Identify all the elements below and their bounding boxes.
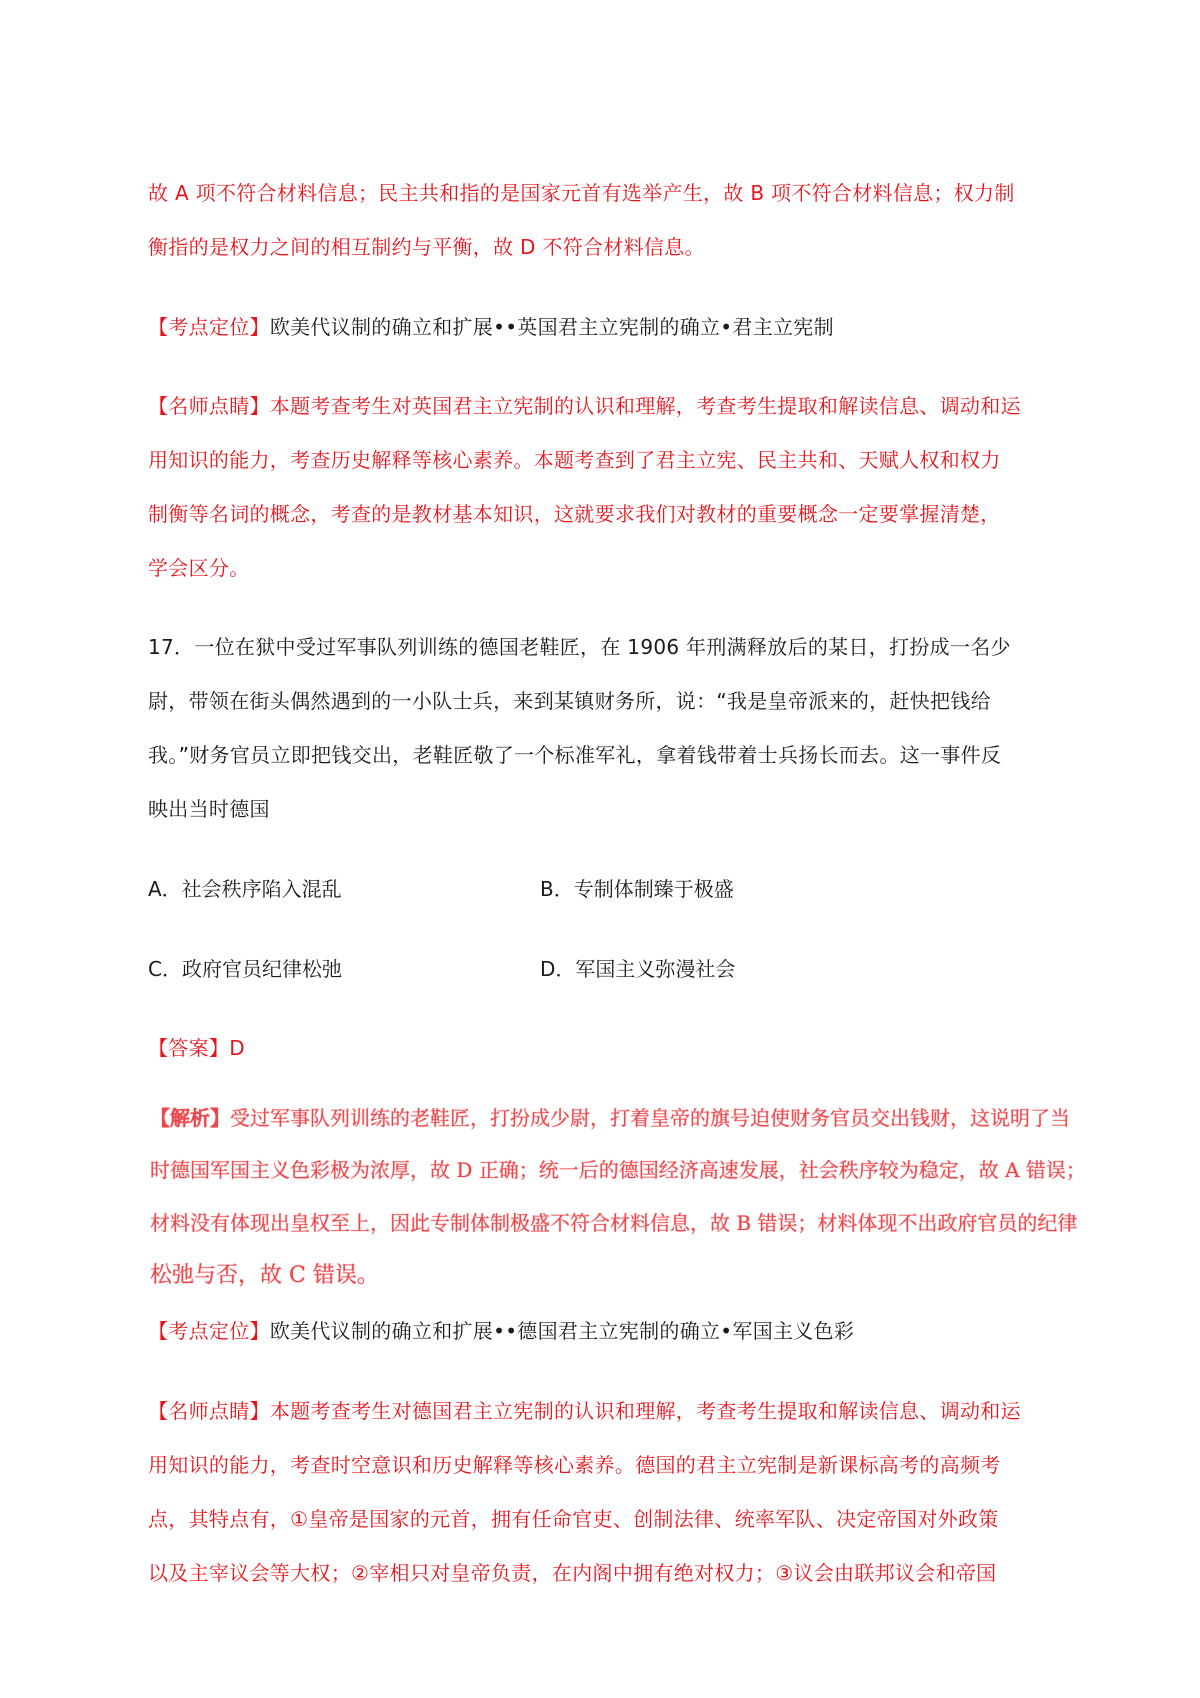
question-line-4: 映出当时德国: [148, 797, 270, 821]
mingshi-1-line-2: 用知识的能力，考查历史解释等核心素养。本题考查到了君主立宪、民主共和、天赋人权和权力: [148, 448, 1001, 472]
option-a: A．社会秩序陷入混乱: [148, 877, 342, 901]
option-c: C．政府官员纪律松弛: [148, 957, 342, 981]
mingshi-2-text: 本题考查考生对德国君主立宪制的认识和理解，考查考生提取和解读信息、调动和运: [269, 1399, 1021, 1423]
question-line-3: 我。”财务官员立即把钱交出，老鞋匠敬了一个标准军礼，拿着钱带着士兵扬长而去。这一事件反: [148, 743, 1002, 767]
kaodian-2-tag: 【考点定位】: [148, 1319, 270, 1343]
mingshi-2-line-3: 点，其特点有，①皇帝是国家的元首，拥有任命官吏、创制法律、统率军队、决定帝国对外政策: [148, 1507, 999, 1531]
analysis-line-4: 松弛与否，故 C 错误。: [150, 1263, 379, 1288]
question-line-1: 17．一位在狱中受过军事队列训练的德国老鞋匠，在 1906 年刑满释放后的某日，打扮成一名少: [148, 635, 1011, 659]
mingshi-2-line-4: 以及主宰议会等大权；②宰相只对皇帝负责，在内阁中拥有绝对权力；③议会由联邦议会和帝国: [148, 1561, 997, 1585]
analysis-line-1: [150, 1105, 1070, 1131]
analysis-line-3: 材料没有体现出皇权至上，因此专制体制极盛不符合材料信息，故 B 错误；材料体现不出政府官员的纪律: [150, 1211, 1078, 1235]
mingshi-2-line-2: 用知识的能力，考查时空意识和历史解释等核心素养。德国的君主立宪制是新课标高考的高频考: [148, 1453, 1001, 1477]
analysis-text: 受过军事队列训练的老鞋匠，打扮成少尉，打着皇帝的旗号迫使财务官员交出钱财，这说明了当: [230, 1106, 1070, 1130]
question-line-2: 尉，带领在街头偶然遇到的一小队士兵，来到某镇财务所，说：“我是皇帝派来的，赶快把钱给: [148, 689, 991, 713]
prev-analysis-line-1: 故 A 项不符合材料信息；民主共和指的是国家元首有选举产生，故 B 项不符合材料信息；权力制: [148, 181, 1015, 205]
mingshi-1-line-1: [148, 394, 1021, 418]
answer-tag: 【答案】: [148, 1036, 230, 1060]
kaodian-1: [148, 315, 834, 339]
mingshi-1-line-4: 学会区分。: [148, 556, 250, 580]
answer-value: D: [229, 1036, 245, 1060]
mingshi-2-tag: 【名师点睛】: [148, 1399, 270, 1423]
kaodian-2-text: 欧美代议制的确立和扩展••德国君主立宪制的确立•军国主义色彩: [269, 1319, 855, 1343]
option-b: B．专制体制臻于极盛: [540, 877, 734, 901]
analysis-tag: 【解析】: [150, 1106, 230, 1130]
mingshi-1-tag: 【名师点睛】: [148, 394, 270, 418]
mingshi-1-line-3: 制衡等名词的概念，考查的是教材基本知识，这就要求我们对教材的重要概念一定要掌握清楚，: [148, 502, 1001, 526]
option-d: D．军国主义弥漫社会: [540, 957, 736, 981]
mingshi-2-line-1: [148, 1399, 1021, 1423]
prev-analysis-line-2: 衡指的是权力之间的相互制约与平衡，故 D 不符合材料信息。: [148, 235, 705, 259]
mingshi-1-text: 本题考查考生对英国君主立宪制的认识和理解，考查考生提取和解读信息、调动和运: [269, 394, 1021, 418]
kaodian-1-tag: 【考点定位】: [148, 315, 270, 339]
answer: [148, 1036, 245, 1060]
kaodian-1-text: 欧美代议制的确立和扩展••英国君主立宪制的确立•君主立宪制: [269, 315, 834, 339]
kaodian-2: [148, 1319, 854, 1343]
analysis-line-2: 时德国军国主义色彩极为浓厚，故 D 正确；统一后的德国经济高速发展，社会秩序较为稳定，故 A 错误；: [150, 1158, 1086, 1182]
